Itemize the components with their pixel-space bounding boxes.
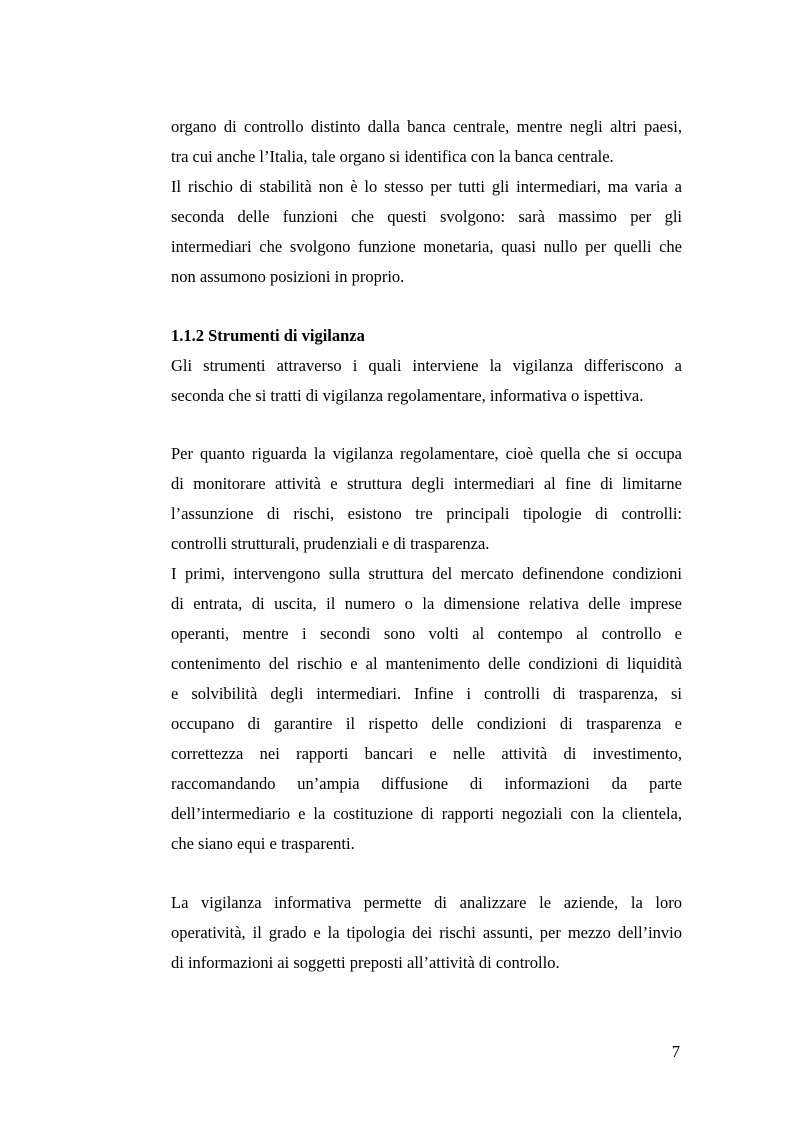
paragraph-1 xyxy=(171,112,682,172)
section-1-1-2 xyxy=(171,321,682,411)
text-line: La vigilanza informativa permette di analizzare le aziende, la loro xyxy=(171,893,682,912)
text-line: intermediari che svolgono funzione monetaria, quasi nullo per quelli che xyxy=(171,237,682,256)
text-line: occupano di garantire il rispetto delle condizioni di trasparenza e xyxy=(171,714,682,733)
text-line: non assumono posizioni in proprio. xyxy=(171,267,405,286)
text-line: organo di controllo distinto dalla banca centrale, mentre negli altri paesi, xyxy=(171,117,682,136)
text-line: Il rischio di stabilità non è lo stesso per tutti gli intermediari, ma varia a xyxy=(171,177,682,196)
text-line: contenimento del rischio e al mantenimento delle condizioni di liquidità xyxy=(171,654,682,673)
text-line: controlli strutturali, prudenziali e di trasparenza. xyxy=(171,534,490,553)
text-line: di entrata, di uscita, il numero o la dimensione relativa delle imprese xyxy=(171,594,682,613)
text-line: operanti, mentre i secondi sono volti al contempo al controllo e xyxy=(171,624,682,643)
text-line: che siano equi e trasparenti. xyxy=(171,834,355,853)
text-line: operatività, il grado e la tipologia dei rischi assunti, per mezzo dell’invio xyxy=(171,923,682,942)
text-line: di informazioni ai soggetti preposti all’attività di controllo. xyxy=(171,953,560,972)
text-line: dell’intermediario e la costituzione di rapporti negoziali con la clientela, xyxy=(171,804,682,823)
text-line: seconda delle funzioni che questi svolgono: sarà massimo per gli xyxy=(171,207,682,226)
text-line: Per quanto riguarda la vigilanza regolamentare, cioè quella che si occupa xyxy=(171,444,682,463)
page-number: 7 xyxy=(671,1042,680,1061)
text-line: di monitorare attività e struttura degli intermediari al fine di limitarne xyxy=(171,474,682,493)
text-line: l’assunzione di rischi, esistono tre principali tipologie di controlli: xyxy=(171,504,682,523)
text-line: seconda che si tratti di vigilanza regolamentare, informativa o ispettiva. xyxy=(171,386,644,405)
paragraph-2 xyxy=(171,172,682,292)
text-line: raccomandando un’ampia diffusione di informazioni da parte xyxy=(171,774,682,793)
section-heading: 1.1.2 Strumenti di vigilanza xyxy=(171,326,365,345)
paragraph-5 xyxy=(171,559,682,859)
text-line: tra cui anche l’Italia, tale organo si identifica con la banca centrale. xyxy=(171,147,614,166)
text-line: Gli strumenti attraverso i quali interviene la vigilanza differiscono a xyxy=(171,356,682,375)
text-line: correttezza nei rapporti bancari e nelle attività di investimento, xyxy=(171,744,682,763)
paragraph-6 xyxy=(171,888,682,978)
text-line: I primi, intervengono sulla struttura del mercato definendone condizioni xyxy=(171,564,682,583)
text-line: e solvibilità degli intermediari. Infine i controlli di trasparenza, si xyxy=(171,684,682,703)
paragraph-4 xyxy=(171,439,682,559)
